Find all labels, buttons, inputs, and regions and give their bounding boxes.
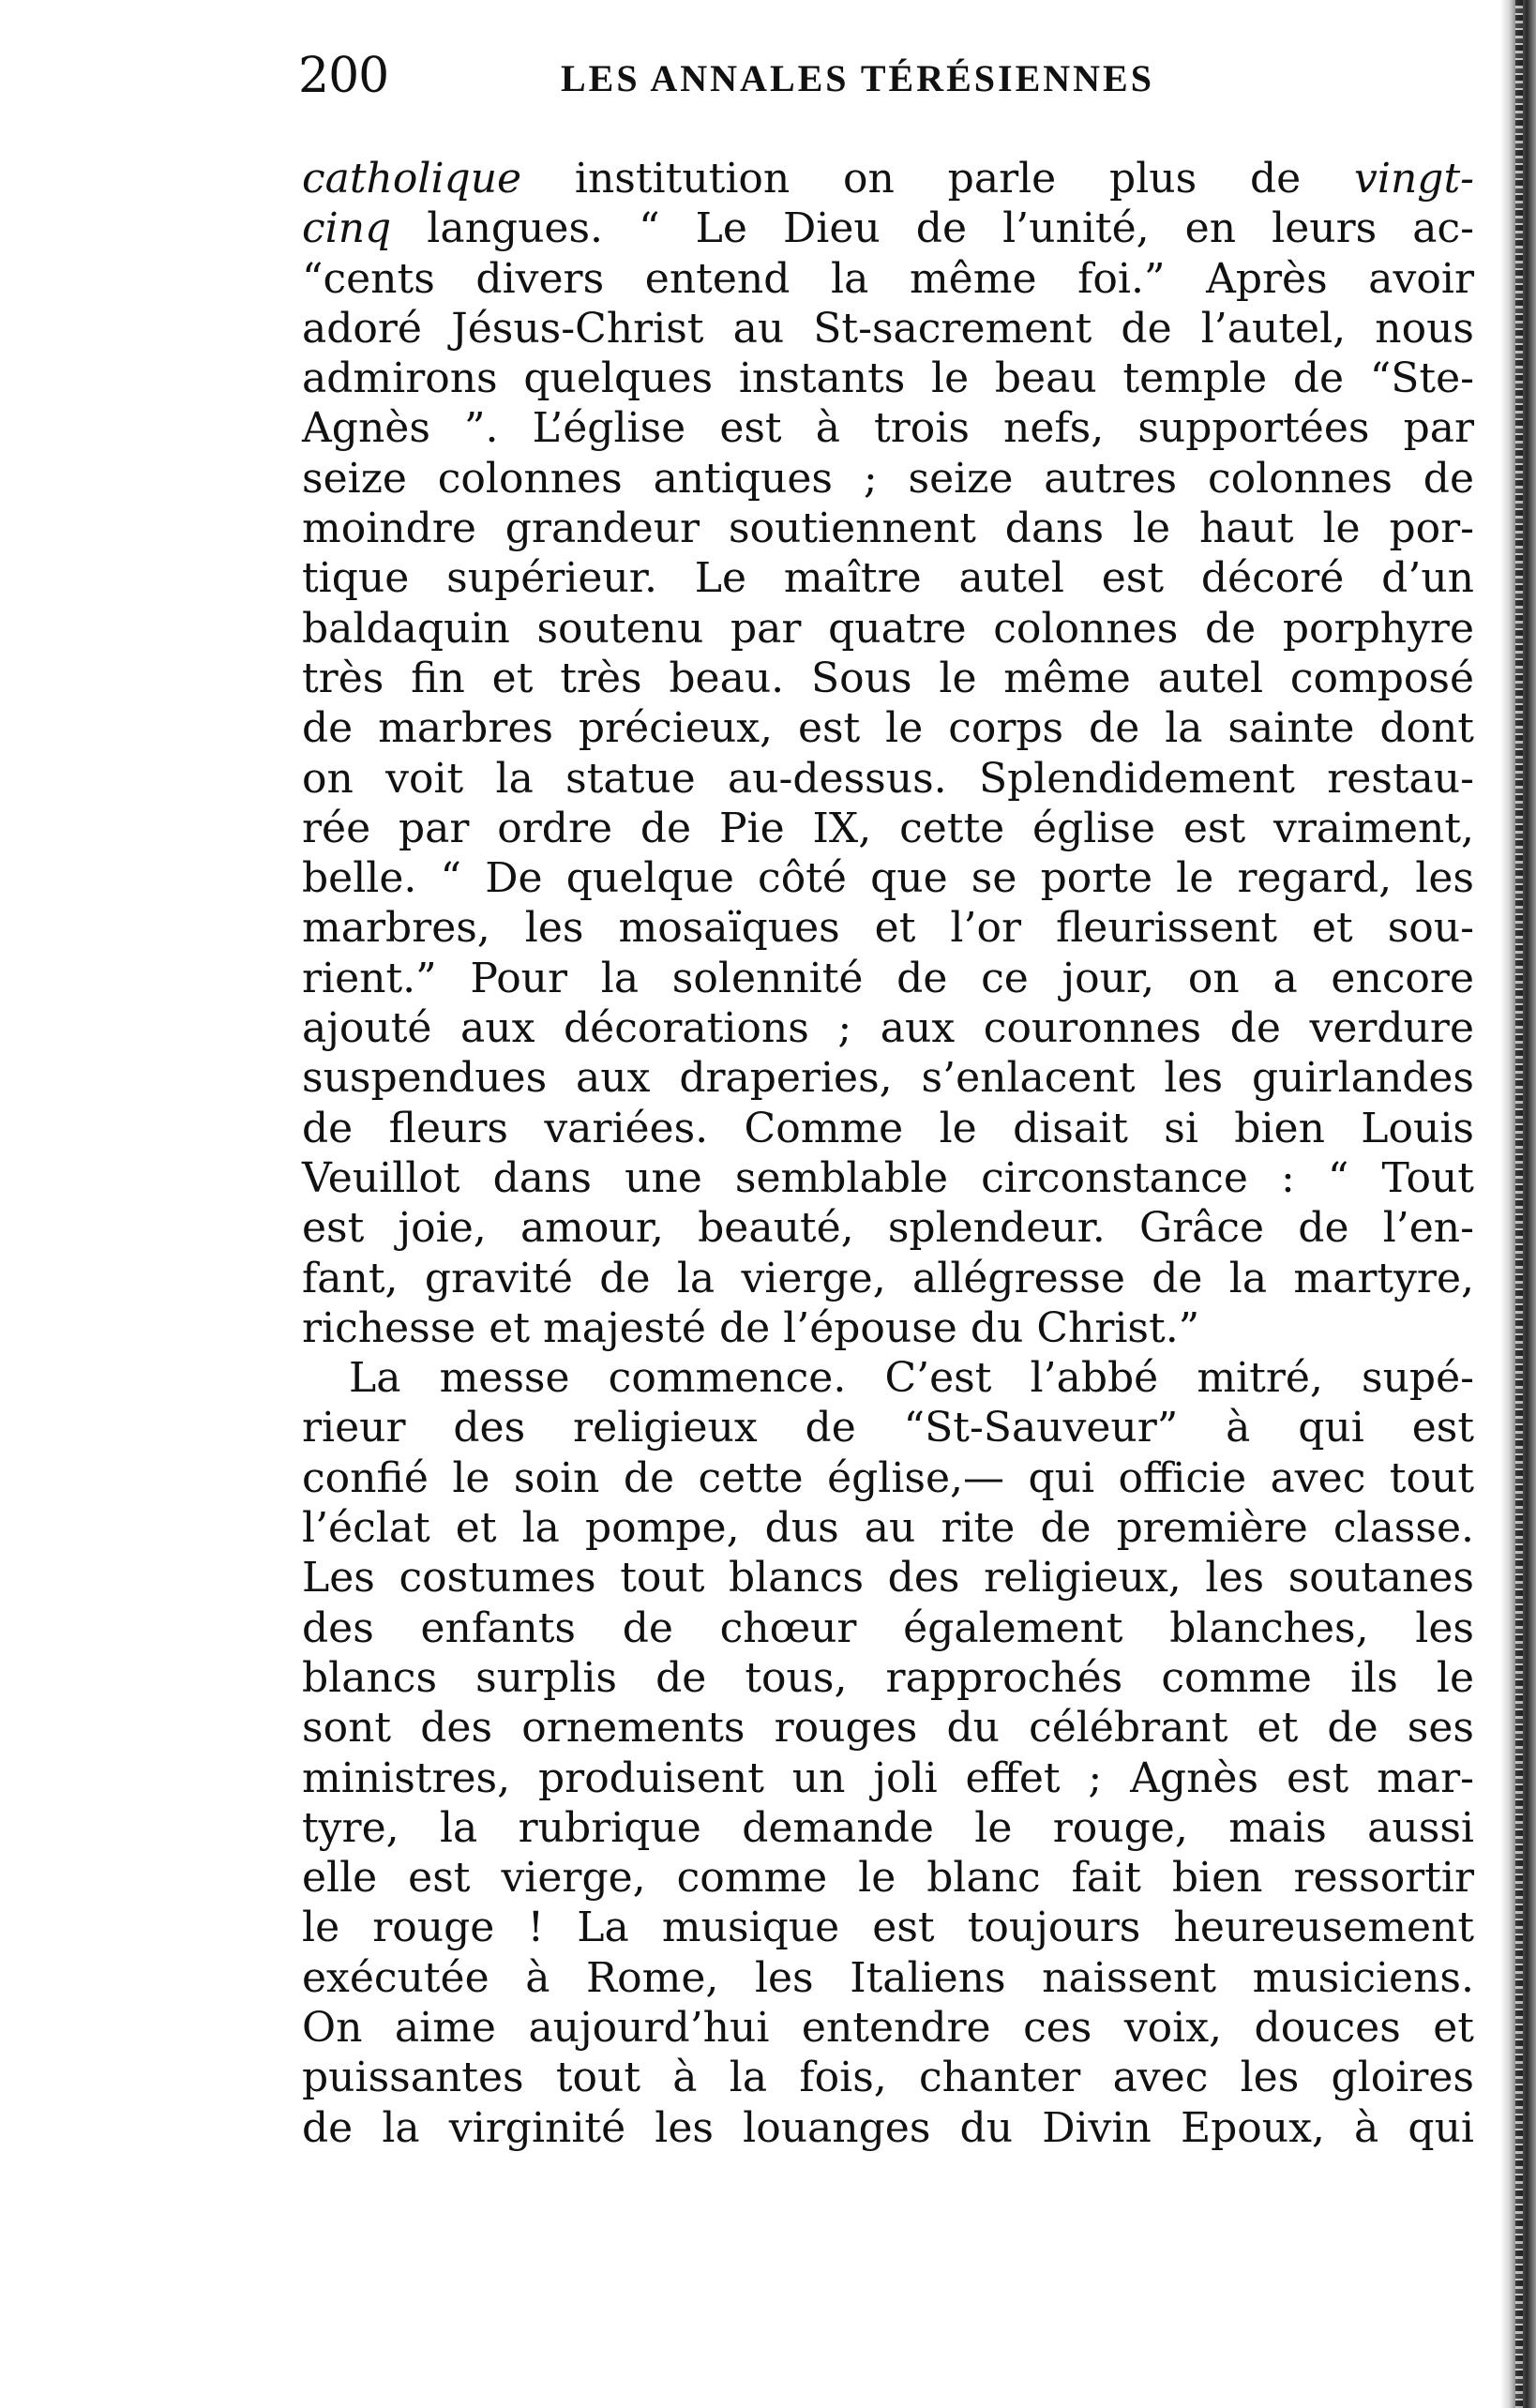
text-line: rient.” Pour la solennité de ce jour, on a encore [302, 954, 1474, 1002]
paragraph [302, 154, 1474, 1353]
text-line: On aime aujourd’hui entendre ces voix, douces et [302, 2003, 1474, 2052]
text-line: tique supérieur. Le maître autel est décoré d’un [302, 554, 1474, 603]
text-line: ajouté aux décorations ; aux couronnes de verdure [302, 1004, 1474, 1053]
text-line: rée par ordre de Pie IX, cette église est vraiment, [302, 804, 1474, 852]
text-line: “cents divers entend la même foi.” Après avoir [302, 254, 1474, 303]
text-line: l’éclat et la pompe, dus au rite de première classe. [302, 1504, 1474, 1553]
text-line: blancs surplis de tous, rapprochés comme ils le [302, 1653, 1474, 1702]
page-header [298, 43, 1517, 109]
text-line: suspendues aux draperies, s’enlacent les guirlandes [302, 1054, 1474, 1103]
text-line: sont des ornements rouges du célébrant et de ses [302, 1704, 1474, 1753]
text-line: des enfants de chœur également blanches, les [302, 1603, 1474, 1652]
text-line: confié le soin de cette église,— qui officie avec tout [302, 1453, 1474, 1502]
text-line: fant, gravité de la vierge, allégresse de la martyre, [302, 1254, 1474, 1302]
text-line: catholique institution on parle plus de vingt- [302, 155, 1474, 203]
text-line: tyre, la rubrique demande le rouge, mais aussi [302, 1803, 1474, 1852]
text-line: admirons quelques instants le beau temple de “Ste- [302, 354, 1474, 403]
text-line: puissantes tout à la fois, chanter avec les gloires [302, 2054, 1474, 2102]
text-line: cinq langues. “ Le Dieu de l’unité, en leurs ac- [302, 204, 1474, 253]
text-line: rieur des religieux de “St-Sauveur” à qui est [302, 1404, 1474, 1452]
text-line: de la virginité les louanges du Divin Epoux, à qui [302, 2103, 1474, 2152]
text-line: est joie, amour, beauté, splendeur. Grâce de l’en- [302, 1204, 1474, 1253]
body-text [302, 154, 1474, 2153]
text-line: Agnès ”. L’église est à trois nefs, supportées par [302, 404, 1474, 453]
running-title: LES ANNALES TÉRÉSIENNES [561, 57, 1154, 99]
text-line: seize colonnes antiques ; seize autres colonnes de [302, 454, 1474, 503]
text-line: on voit la statue au-dessus. Splendidement restau- [302, 754, 1474, 803]
paragraph [302, 1353, 1474, 2153]
text-line: baldaquin soutenu par quatre colonnes de porphyre [302, 604, 1474, 653]
text-line: très fin et très beau. Sous le même autel composé [302, 654, 1474, 702]
text-line: elle est vierge, comme le blanc fait bien ressortir [302, 1854, 1474, 1903]
text-line: le rouge ! La musique est toujours heureusement [302, 1904, 1474, 1952]
text-line: de marbres précieux, est le corps de la sainte dont [302, 704, 1474, 753]
text-line: exécutée à Rome, les Italiens naissent musiciens. [302, 1953, 1474, 2002]
text-line: La messe commence. C’est l’abbé mitré, supé- [349, 1354, 1474, 1403]
text-line: belle. “ De quelque côté que se porte le regard, les [302, 854, 1474, 903]
text-line: richesse et majesté de l’épouse du Christ.” [302, 1303, 1200, 1352]
text-line: Les costumes tout blancs des religieux, les soutanes [302, 1554, 1474, 1603]
binding-edge-shadow [1515, 0, 1523, 2408]
page-number: 200 [298, 48, 389, 104]
text-line: marbres, les mosaïques et l’or fleurissent et sou- [302, 904, 1474, 953]
text-line: de fleurs variées. Comme le disait si bien Louis [302, 1104, 1474, 1152]
text-line: adoré Jésus-Christ au St-sacrement de l’autel, nous [302, 304, 1474, 353]
text-line: ministres, produisent un joli effet ; Agnès est mar- [302, 1753, 1474, 1802]
text-line: Veuillot dans une semblable circonstance : “ Tout [302, 1153, 1474, 1202]
text-line: moindre grandeur soutiennent dans le haut le por- [302, 504, 1474, 553]
